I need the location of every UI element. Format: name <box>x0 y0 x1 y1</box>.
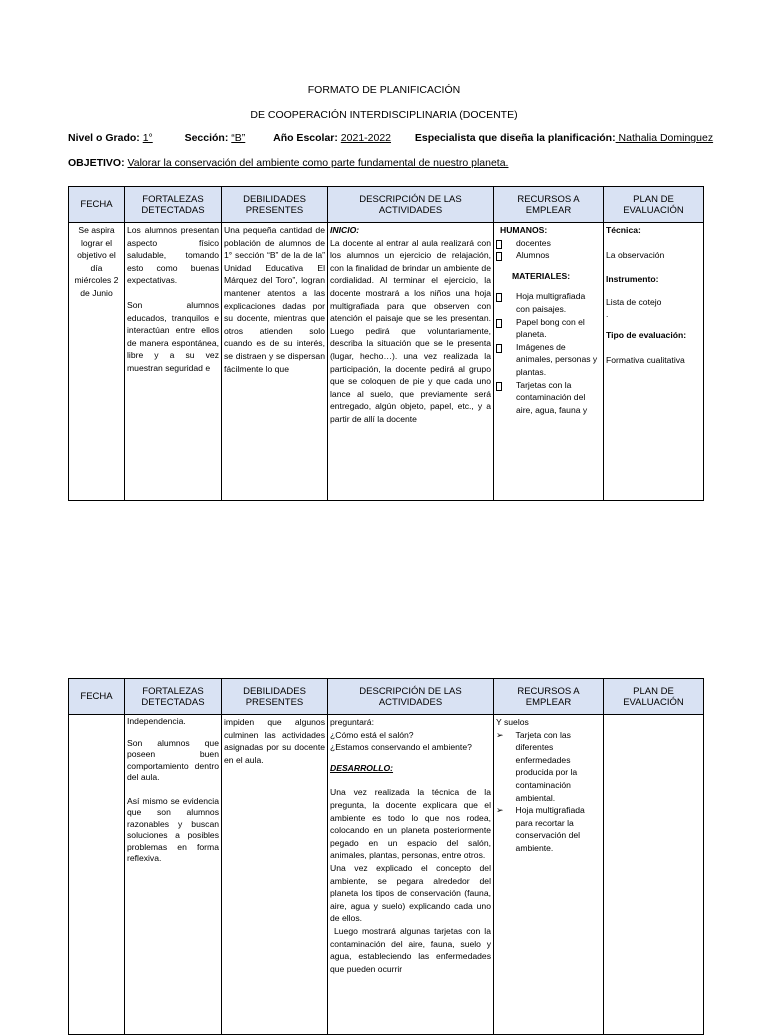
table-header-row <box>69 679 704 715</box>
actividades-cell <box>328 223 494 501</box>
fortaleza-item: Son alumnos que poseen buen comportamiento dentro del aula. <box>127 737 219 782</box>
especialista-value: Nathalia Dominguez <box>615 132 714 144</box>
actividades-line: ¿Cómo está el salón? <box>330 729 414 740</box>
actividades-line: ¿Estamos conservando el ambiente? <box>330 742 472 753</box>
col-recursos: RECURSOS A EMPLEAR <box>494 187 604 223</box>
planning-table-2 <box>68 678 704 1035</box>
objetivo-line <box>68 157 508 169</box>
instrumento-label: Instrumento: <box>606 274 659 285</box>
especialista-label: Especialista que diseña la planificación: <box>414 132 616 144</box>
col-fortalezas: FORTALEZAS DETECTADAS <box>125 187 222 223</box>
table-row <box>69 223 704 501</box>
bullet-icon <box>496 240 502 249</box>
list-item: ➢ Hoja multigrafiada para recortar la conservación del ambiente. <box>496 805 585 853</box>
objetivo-label: OBJETIVO: <box>68 157 125 169</box>
col-fecha: FECHA <box>69 187 125 223</box>
desarrollo-heading: DESARROLLO: <box>330 762 394 773</box>
list-item: Imágenes de animales, personas y plantas. <box>496 341 601 379</box>
list-item: Tarjetas con la contaminación del aire, agua, fauna y <box>496 379 601 417</box>
list-item: Hoja multigrafiada con paisajes. <box>496 290 601 315</box>
fortalezas-cell <box>125 223 222 501</box>
bullet-icon <box>496 319 502 328</box>
fortalezas-cell <box>125 715 222 1035</box>
anio-value: 2021-2022 <box>340 132 392 144</box>
actividades-paragraph: Una vez realizada la técnica de la pregunta, la docente explicara que el ambiente es todo lo que nos rodea, colocando en un planeta posteriormente pegado en un espacio del salón, animales, plantas, personas, entre otros. <box>330 787 491 861</box>
bullet-icon <box>496 382 502 391</box>
col-evaluacion: PLAN DE EVALUACIÓN <box>604 187 704 223</box>
instrumento-value: Lista de cotejo <box>606 296 662 307</box>
actividades-line: preguntará: <box>330 717 374 727</box>
tecnica-value: La observación <box>606 249 665 260</box>
doc-title: FORMATO DE PLANIFICACIÓN <box>307 84 461 96</box>
list-item: Papel bong con el planeta. <box>496 316 601 341</box>
table-header-row <box>69 187 704 223</box>
humanos-label: HUMANOS: <box>500 225 548 235</box>
col-actividades: DESCRIPCIÓN DE LAS ACTIVIDADES <box>328 187 494 223</box>
tipo-value: Formativa cualitativa <box>606 354 685 365</box>
planning-table-1 <box>68 186 704 501</box>
debilidades-cell: Una pequeña cantidad de población de alumnos de 1° sección “B” de la de la” Unidad Educativa El Márquez del Toro”, logran mantener atentos a las explicaciones dadas por su docente, mientras que otros atienden solo cuando es de su interés, se distraen y se dispersan fácilmente lo que <box>222 223 328 501</box>
col-actividades: DESCRIPCIÓN DE LAS ACTIVIDADES <box>328 679 494 715</box>
recursos-intro: Y suelos <box>496 717 529 727</box>
anio-label: Año Escolar: <box>273 132 338 144</box>
evaluacion-cell <box>604 715 704 1035</box>
doc-subtitle: DE COOPERACIÓN INTERDISCIPLINARIA (DOCENTE) <box>250 109 518 121</box>
actividades-text: La docente al entrar al aula realizará con los alumnos un ejercicio de relajación, con la finalidad de brindar un ambiente de cordialidad. Al terminar el ejercicio, la docente mostrará a los niños una hoja multigrafiada para que observen con atención el paisaje que se les presentan. Luego pedirá que voluntariamente, describa la situación que se le presenta (lugar, hecho…). una vez realizada la participación, la docente pedirá al grupo que se coloquen de pie y que cada uno lance al suelo, que previamente será entregado, algún objeto, papel, etc., y a partir de allí la docente <box>330 237 491 424</box>
materiales-label: MATERIALES: <box>512 270 571 281</box>
actividades-cell <box>328 715 494 1035</box>
inicio-heading: INICIO: <box>330 225 360 235</box>
actividades-paragraph: Una vez explicado el concepto del ambiente, se pegara alrededor del planeta los tipos de conservación (fauna, aire, agua y suelo) explicando cada uno de ellos. <box>330 862 491 924</box>
table-row <box>69 715 704 1035</box>
actividades-paragraph: Luego mostrará algunas tarjetas con la contaminación del aire, fauna, suelo y agua, estableciendo las enfermedades que pueden ocurrir <box>330 925 491 974</box>
list-item: docentes <box>496 237 601 250</box>
bullet-icon <box>496 344 502 353</box>
fortaleza-item: Así mismo se evidencia que son alumnos razonables y buscan soluciones a posibles problemas en forma reflexiva. <box>127 795 219 863</box>
col-evaluacion: PLAN DE EVALUACIÓN <box>604 679 704 715</box>
instrumento-extra: . <box>606 309 609 320</box>
recursos-cell <box>494 715 604 1035</box>
col-debilidades: DEBILIDADES PRESENTES <box>222 679 328 715</box>
meta-line <box>68 132 713 144</box>
col-debilidades: DEBILIDADES PRESENTES <box>222 187 328 223</box>
fecha-cell: Se aspira lograr el objetivo el día miércoles 2 de Junio <box>69 223 125 501</box>
evaluacion-cell <box>604 223 704 501</box>
fecha-cell <box>69 715 125 1035</box>
fortaleza-item: Son alumnos educados, tranquilos e interactúan entre ellos de manera espontánea, libre y a su vez muestran seguridad e <box>127 299 219 373</box>
debilidades-cell: impiden que algunos culminen las actividades asignadas por su docente en el aula. <box>222 715 328 1035</box>
list-item: Alumnos <box>496 249 601 262</box>
tecnica-label: Técnica: <box>606 225 641 235</box>
arrow-bullet-icon: ➢ <box>496 805 504 816</box>
grado-label: Nivel o Grado: <box>68 132 140 144</box>
col-fortalezas: FORTALEZAS DETECTADAS <box>125 679 222 715</box>
arrow-bullet-icon: ➢ <box>496 729 504 740</box>
bullet-icon <box>496 293 502 302</box>
objetivo-value: Valorar la conservación del ambiente como parte fundamental de nuestro planeta. <box>127 157 509 169</box>
bullet-icon <box>496 252 502 261</box>
list-item: ➢ Tarjeta con las diferentes enfermedades producida por la contaminación ambiental. <box>496 729 578 803</box>
fortaleza-item: Independencia. <box>127 716 186 726</box>
fortaleza-item: Los alumnos presentan aspecto físico saludable, tomando esto como buenas expectativas. <box>127 225 219 286</box>
recursos-cell <box>494 223 604 501</box>
seccion-label: Sección: <box>184 132 229 144</box>
grado-value: 1° <box>142 132 153 144</box>
col-fecha: FECHA <box>69 679 125 715</box>
col-recursos: RECURSOS A EMPLEAR <box>494 679 604 715</box>
tipo-label: Tipo de evaluación: <box>606 329 687 340</box>
seccion-value: “B” <box>231 132 246 144</box>
